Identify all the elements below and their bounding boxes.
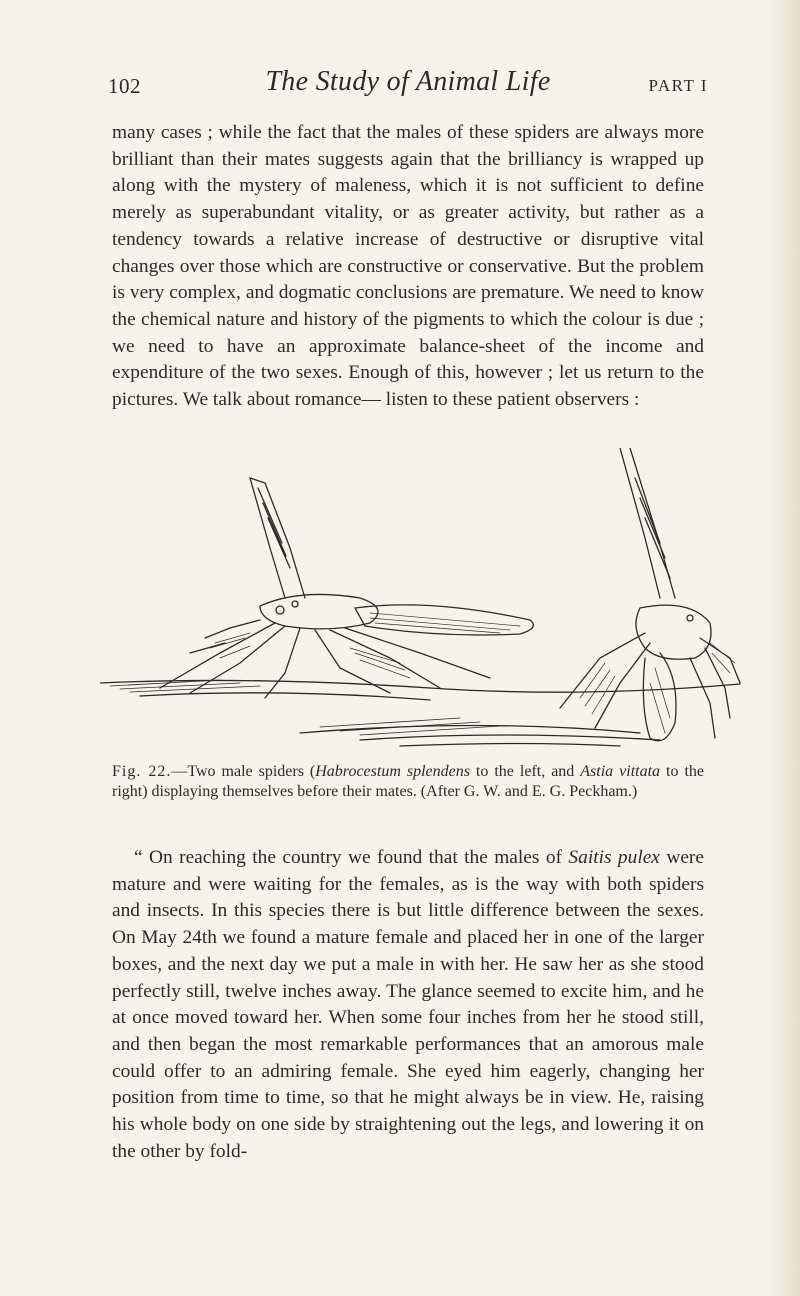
caption-text-2: to the left, and: [469, 763, 581, 780]
paragraph-2: [112, 845, 704, 1165]
right-spider: [560, 448, 740, 741]
spider-illustration: [100, 448, 745, 748]
left-spider: [160, 478, 533, 698]
species-name-3: Saitis pulex: [568, 847, 660, 868]
book-title: The Study of Animal Life: [265, 66, 551, 97]
page-edge-shadow: [766, 0, 800, 1296]
part-label: PART I: [648, 76, 708, 95]
paragraph-1: many cases ; while the fact that the males of these spiders are always more brilliant than their mates suggests again that the brilliancy is wrapped up along with the mystery of maleness, which it is not sufficient to define merely as superabundant vitality, or as greater activity, but rather as a tendency towards a relative increase of destructive or disruptive vital changes over those which are constructive or conservative. But the problem is very complex, and dogmatic conclusions are premature. We need to know the chemical nature and history of the pigments to which the colour is due ; we need to have an approximate balance-sheet of the income and expenditure of the two sexes. Enough of this, however ; let us return to the pictures. We talk about romance— listen to these patient observers :: [112, 122, 704, 411]
caption-text-1: —Two male spiders (: [171, 763, 316, 780]
figure-label: Fig. 22.: [112, 763, 172, 780]
running-head: [108, 66, 708, 106]
caption-text-3: to the right) displaying themselves before their mates. (After G. W. and E. G. Peckham.): [112, 763, 705, 800]
species-name-2: Astia vittata: [580, 763, 661, 780]
paragraph-2-text-2: were mature and were waiting for the females, as is the way with both spiders and insects. In this species there is but little difference between the sexes. On May 24th we found a mature female and placed her in one of the larger boxes, and the next day we put a male in with her. He saw her as she stood perfectly still, twelve inches away. The glance seemed to excite him, and he at once moved toward her. When some four inches from her he stood still, and then began the most remarkable performances that an amorous male could offer to an admiring female. She eyed him eagerly, changing her position from time to time, so that he might always be in view. He, raising his whole body on one side by straightening out the legs, and lowering it on the other by fold-: [112, 847, 704, 1162]
figure-caption: [112, 762, 704, 802]
species-name-1: Habrocestum splendens: [315, 763, 470, 780]
paragraph-2-text-1: “ On reaching the country we found that the males of: [134, 847, 569, 868]
page-number: 102: [108, 74, 141, 98]
